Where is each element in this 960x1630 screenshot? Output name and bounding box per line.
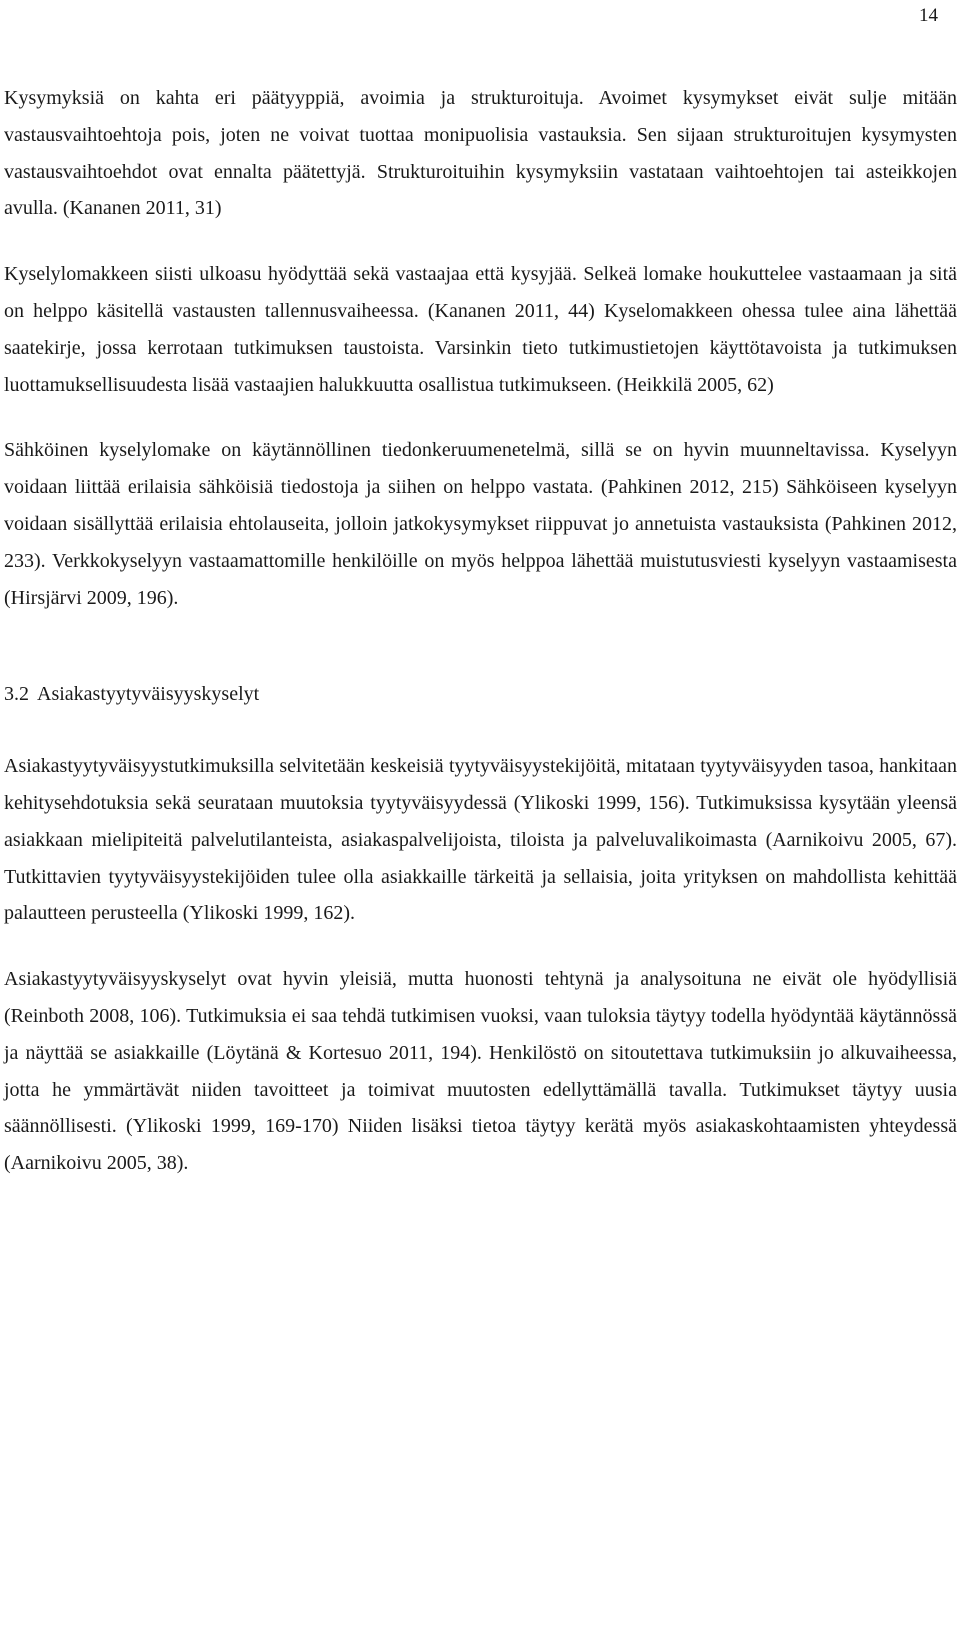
document-body	[4, 80, 957, 1182]
section-number: 3.2	[4, 683, 29, 706]
paragraph-electronic-form: Sähköinen kyselylomake on käytännöllinen tiedonkeruumenetelmä, sillä se on hyvin muunneltavissa. Kyselyyn voidaan liittää erilaisia sähköisiä tiedostoja ja siihen on helppo vastata. (Pahkinen 2012, 215) Sähköiseen kyselyyn voidaan sisällyttää erilaisia ehtolauseita, jolloin jatkokysymykset riippuvat jo annetuista vastauksista (Pahkinen 2012, 233). Verkkokyselyyn vastaamattomille henkilöille on myös helppoa lähettää muistutusviesti kyselyyn vastaamisesta (Hirsjärvi 2009, 196).	[4, 439, 957, 609]
section-title: Asiakastyytyväisyyskyselyt	[37, 683, 260, 706]
paragraph-question-types: Kysymyksiä on kahta eri päätyyppiä, avoimia ja strukturoituja. Avoimet kysymykset eivät sulje mitään vastausvaihtoehtoja pois, joten ne voivat tuottaa monipuolisia vastauksia. Sen sijaan strukturoitujen kysymysten vastausvaihtoehdot ovat ennalta päätettyjä. Strukturoituihin kysymyksiin vastataan vaihtoehtojen tai asteikkojen avulla. (Kananen 2011, 31)	[4, 87, 957, 220]
paragraph-satisfaction-research: Asiakastyytyväisyystutkimuksilla selvitetään keskeisiä tyytyväisyystekijöitä, mitataan tyytyväisyyden tasoa, hankitaan kehitysehdotuksia sekä seurataan muutoksia tyytyväisyydessä (Ylikoski 1999, 156). Tutkimuksissa kysytään yleensä asiakkaan mielipiteitä palvelutilanteista, asiakaspalvelijoista, tiloista ja palveluvalikoimasta (Aarnikoivu 2005, 67). Tutkittavien tyytyväisyystekijöiden tulee olla asiakkaille tärkeitä ja sellaisia, joita yrityksen on mahdollista kehittää palautteen perusteella (Ylikoski 1999, 162).	[4, 755, 957, 925]
paragraph-form-layout: Kyselylomakkeen siisti ulkoasu hyödyttää sekä vastaajaa että kysyjää. Selkeä lomake houkuttelee vastaamaan ja sitä on helppo käsitellä vastausten tallennusvaiheessa. (Kananen 2011, 44) Kyselomakkeen ohessa tulee aina lähettää saatekirje, jossa kerrotaan tutkimuksen taustoista. Varsinkin tieto tutkimustietojen käyttötavoista ja tutkimuksen luottamuksellisuudesta lisää vastaajien halukkuutta osallistua tutkimukseen. (Heikkilä 2005, 62)	[4, 263, 957, 396]
paragraph-satisfaction-surveys: Asiakastyytyväisyyskyselyt ovat hyvin yleisiä, mutta huonosti tehtynä ja analysoituna ne eivät ole hyödyllisiä (Reinboth 2008, 106). Tutkimuksia ei saa tehdä tutkimisen vuoksi, vaan tuloksia täytyy todella hyödyntää käytännössä ja näyttää se asiakkaille (Löytänä & Kortesuo 2011, 194). Henkilöstö on sitoutettava tutkimuksiin jo alkuvaiheessa, jotta he ymmärtävät niiden tavoitteet ja toimivat muutosten edellyttämällä tavalla. Tutkimukset täytyy uusia säännöllisesti. (Ylikoski 1999, 169-170) Niiden lisäksi tietoa täytyy kerätä myös asiakaskohtaamisten yhteydessä (Aarnikoivu 2005, 38).	[4, 968, 957, 1175]
page-number: 14	[919, 5, 938, 26]
section-heading	[4, 676, 957, 713]
